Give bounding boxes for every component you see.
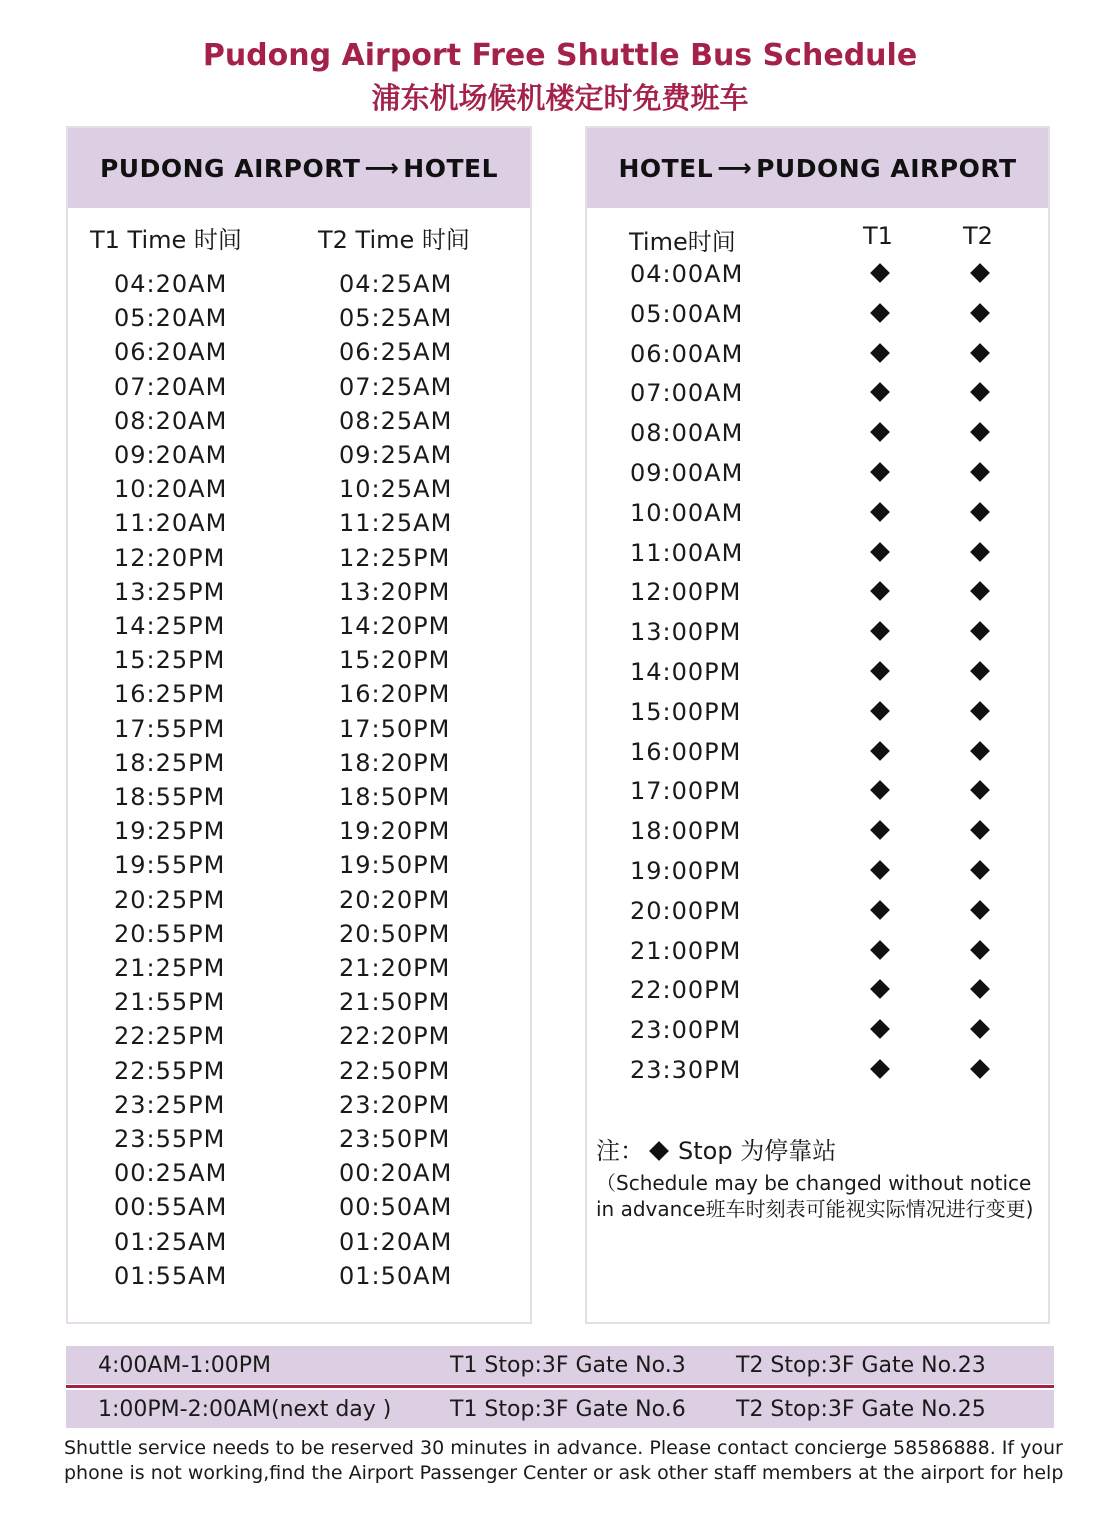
t2-departure-time: 04:25AM [339, 270, 453, 298]
hotel-departure-time: 08:00AM [630, 419, 744, 448]
header-to: HOTEL [403, 153, 499, 183]
diamond-icon [970, 502, 990, 522]
hotel-departure-time: 19:00PM [630, 857, 742, 885]
gate-info-row [66, 1346, 1054, 1384]
diamond-icon [970, 422, 990, 442]
t1-departure-time: 10:20AM [114, 475, 228, 504]
t2-departure-time: 08:25AM [339, 406, 453, 435]
diamond-icon [870, 343, 890, 363]
t1-time-column-header: T1 Time 时间 [90, 226, 242, 254]
t1-departure-time: 00:25AM [114, 1159, 228, 1188]
diamond-icon [970, 542, 990, 562]
t2-departure-time: 23:50PM [339, 1125, 451, 1153]
t1-departure-time: 06:20AM [114, 338, 228, 367]
hotel-departure-time: 12:00PM [630, 578, 742, 607]
t2-departure-time: 18:20PM [339, 748, 451, 777]
t1-departure-time: 05:20AM [114, 304, 228, 333]
diamond-icon [649, 1141, 669, 1161]
diamond-icon [870, 860, 890, 880]
gate-info-row [66, 1390, 1054, 1428]
diamond-icon [970, 741, 990, 761]
hotel-departure-time: 15:00PM [630, 697, 742, 726]
diamond-icon [870, 661, 890, 681]
t2-stop: T2 Stop:3F Gate No.25 [736, 1396, 986, 1422]
diamond-icon [970, 701, 990, 721]
t2-departure-time: 09:25AM [339, 441, 453, 469]
diamond-icon [970, 343, 990, 363]
diamond-icon [870, 940, 890, 960]
hotel-departure-time: 14:00PM [630, 658, 742, 686]
t1-departure-time: 00:55AM [114, 1193, 228, 1222]
right-arrow-icon: ⟶ [364, 154, 400, 182]
hotel-to-airport-header [587, 128, 1048, 208]
t2-departure-time: 12:25PM [339, 543, 451, 572]
diamond-icon [970, 581, 990, 601]
hotel-departure-time: 23:00PM [630, 1016, 742, 1045]
t1-departure-time: 20:25PM [114, 885, 226, 914]
t2-departure-time: 19:50PM [339, 851, 451, 880]
t2-departure-time: 21:20PM [339, 954, 451, 982]
time-range: 1:00PM-2:00AM(next day ) [98, 1396, 392, 1422]
diamond-icon [970, 1059, 990, 1079]
t1-departure-time: 18:25PM [114, 748, 226, 777]
diamond-icon [870, 502, 890, 522]
t2-departure-time: 15:20PM [339, 646, 451, 675]
t2-departure-time: 06:25AM [339, 338, 453, 367]
note-detail: （Schedule may be changed without notice in advance班车时刻表可能视实际情况进行变更) [596, 1171, 1034, 1221]
t1-departure-time: 19:55PM [114, 851, 226, 880]
hotel-departure-time: 04:00AM [630, 260, 744, 288]
t1-departure-time: 11:20AM [114, 509, 228, 538]
t2-departure-time: 18:50PM [339, 783, 451, 811]
header-from: PUDONG AIRPORT [99, 153, 361, 183]
diamond-icon [870, 581, 890, 601]
t1-departure-time: 14:25PM [114, 612, 226, 640]
hotel-departure-time: 20:00PM [630, 896, 742, 925]
hotel-departure-time: 22:00PM [630, 976, 742, 1005]
diamond-icon [970, 462, 990, 482]
hotel-departure-time: 13:00PM [630, 618, 742, 647]
t1-departure-time: 23:55PM [114, 1125, 226, 1153]
diamond-icon [870, 303, 890, 323]
hotel-departure-time: 09:00AM [630, 459, 744, 487]
diamond-icon [870, 462, 890, 482]
hotel-departure-time: 05:00AM [630, 299, 744, 328]
t1-column-header: T1 [863, 222, 893, 250]
divider-line [66, 1385, 1054, 1388]
t2-column-header: T2 [963, 222, 993, 250]
t1-departure-time: 22:25PM [114, 1022, 226, 1051]
t1-departure-time: 01:25AM [114, 1227, 228, 1256]
t1-departure-time: 18:55PM [114, 783, 226, 811]
t1-departure-time: 22:55PM [114, 1056, 226, 1085]
t2-departure-time: 21:50PM [339, 988, 451, 1017]
t1-departure-time: 20:55PM [114, 919, 226, 948]
diamond-icon [870, 820, 890, 840]
t2-departure-time: 01:50AM [339, 1261, 453, 1290]
footer-note: Shuttle service needs to be reserved 30 minutes in advance. Please contact concierge 58586888. If your phone is not working,find the Airport Passenger Center or ask other staff members at the airport for help [64, 1437, 1064, 1484]
t2-stop: T2 Stop:3F Gate No.23 [736, 1352, 986, 1378]
note-prefix: 注： [596, 1137, 644, 1165]
t1-departure-time: 21:25PM [114, 954, 226, 982]
t2-time-column-header: T2 Time 时间 [318, 226, 470, 254]
airport-to-hotel-panel [66, 126, 532, 1324]
t2-departure-time: 05:25AM [339, 304, 453, 333]
hotel-departure-time: 18:00PM [630, 817, 742, 846]
note-stop-text: Stop 为停靠站 [678, 1137, 837, 1165]
diamond-icon [970, 1019, 990, 1039]
hotel-departure-time: 11:00AM [630, 538, 744, 567]
t2-departure-time: 13:20PM [339, 577, 451, 606]
header-from: HOTEL [618, 153, 714, 183]
diamond-icon [970, 900, 990, 920]
diamond-icon [870, 382, 890, 402]
t1-departure-time: 23:25PM [114, 1090, 226, 1119]
time-range: 4:00AM-1:00PM [98, 1352, 272, 1378]
title-chinese: 浦东机场候机楼定时免费班车 [371, 81, 749, 115]
header-to: PUDONG AIRPORT [756, 153, 1017, 183]
diamond-icon [870, 422, 890, 442]
t1-departure-time: 15:25PM [114, 646, 226, 675]
diamond-icon [970, 780, 990, 800]
diamond-icon [870, 1059, 890, 1079]
t2-departure-time: 22:20PM [339, 1022, 451, 1051]
t2-departure-time: 00:20AM [339, 1159, 453, 1188]
diamond-icon [970, 263, 990, 283]
hotel-departure-time: 23:30PM [630, 1056, 742, 1084]
t2-departure-time: 16:20PM [339, 680, 451, 709]
hotel-departure-time: 10:00AM [630, 498, 744, 527]
time-column-header: Time时间 [629, 228, 736, 256]
diamond-icon [870, 979, 890, 999]
diamond-icon [970, 621, 990, 641]
t1-departure-time: 01:55AM [114, 1261, 228, 1290]
t2-departure-time: 11:25AM [339, 509, 453, 538]
t2-departure-time: 10:25AM [339, 475, 453, 504]
hotel-departure-time: 16:00PM [630, 737, 742, 766]
t1-departure-time: 13:25PM [114, 577, 226, 606]
t2-departure-time: 07:25AM [339, 372, 453, 401]
diamond-icon [870, 701, 890, 721]
diamond-icon [970, 820, 990, 840]
t2-departure-time: 19:20PM [339, 817, 451, 846]
diamond-icon [870, 741, 890, 761]
t1-departure-time: 19:25PM [114, 817, 226, 846]
airport-to-hotel-header [68, 128, 530, 208]
stop-note [596, 1138, 1046, 1222]
t2-departure-time: 22:50PM [339, 1056, 451, 1085]
hotel-departure-time: 21:00PM [630, 936, 742, 965]
t1-stop: T1 Stop:3F Gate No.6 [450, 1396, 686, 1422]
diamond-icon [870, 621, 890, 641]
diamond-icon [870, 263, 890, 283]
diamond-icon [870, 542, 890, 562]
t2-departure-time: 20:20PM [339, 885, 451, 914]
t1-departure-time: 12:20PM [114, 543, 226, 572]
t1-departure-time: 08:20AM [114, 406, 228, 435]
t1-departure-time: 16:25PM [114, 680, 226, 709]
t2-departure-time: 23:20PM [339, 1090, 451, 1119]
diamond-icon [870, 780, 890, 800]
diamond-icon [970, 303, 990, 323]
t1-departure-time: 04:20AM [114, 270, 228, 298]
t1-departure-time: 09:20AM [114, 441, 228, 469]
t1-stop: T1 Stop:3F Gate No.3 [450, 1352, 686, 1378]
t2-departure-time: 00:50AM [339, 1193, 453, 1222]
t2-departure-time: 01:20AM [339, 1227, 453, 1256]
hotel-departure-time: 07:00AM [630, 379, 744, 408]
diamond-icon [970, 860, 990, 880]
diamond-icon [970, 382, 990, 402]
t1-departure-time: 21:55PM [114, 988, 226, 1017]
t2-departure-time: 14:20PM [339, 612, 451, 640]
diamond-icon [970, 979, 990, 999]
diamond-icon [970, 940, 990, 960]
t2-departure-time: 17:50PM [339, 714, 451, 743]
t2-departure-time: 20:50PM [339, 919, 451, 948]
hotel-departure-time: 17:00PM [630, 777, 742, 806]
diamond-icon [870, 900, 890, 920]
right-arrow-icon: ⟶ [717, 154, 753, 182]
diamond-icon [970, 661, 990, 681]
t1-departure-time: 07:20AM [114, 372, 228, 401]
title-english: Pudong Airport Free Shuttle Bus Schedule [202, 38, 918, 73]
diamond-icon [870, 1019, 890, 1039]
hotel-departure-time: 06:00AM [630, 339, 744, 368]
t1-departure-time: 17:55PM [114, 714, 226, 743]
